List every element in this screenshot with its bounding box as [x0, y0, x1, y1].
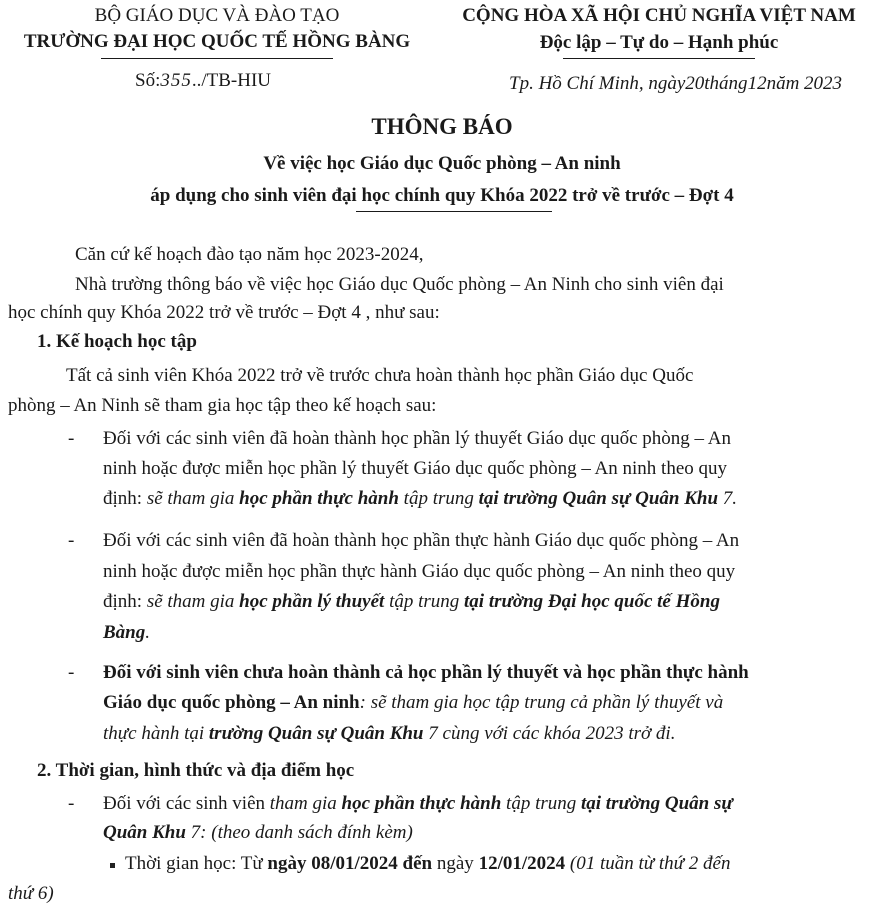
intro-line-1: Căn cứ kế hoạch đào tạo năm học 2023-2024,	[75, 244, 424, 265]
national-motto: Độc lập – Tự do – Hạnh phúc	[539, 32, 779, 53]
s1-item-2-line-1: Đối với các sinh viên đã hoàn thành học phần thực hành Giáo dục quốc phòng – An	[103, 530, 740, 551]
s2-time-line-1: Thời gian học: Từ ngày 08/01/2024 đến ngày 12/01/2024 (01 tuần từ thứ 2 đến	[125, 853, 731, 874]
intro-line-3: học chính quy Khóa 2022 trở về trước – Đợt 4 , như sau:	[8, 302, 440, 323]
s1-item-3-line-2: Giáo dục quốc phòng – An ninh: sẽ tham gia học tập trung cả phần lý thuyết và	[103, 692, 724, 713]
section-2-heading: 2. Thời gian, hình thức và địa điểm học	[37, 760, 355, 781]
list-dash: -	[68, 662, 75, 683]
notice-subtitle-1: Về việc học Giáo dục Quốc phòng – An ninh	[263, 153, 621, 174]
university-name: TRƯỜNG ĐẠI HỌC QUỐC TẾ HỒNG BÀNG	[23, 31, 411, 52]
s2-item-1-line-2: Quân Khu 7: (theo danh sách đính kèm)	[103, 822, 413, 843]
notice-subtitle-2: áp dụng cho sinh viên đại học chính quy Khóa 2022 trở về trước – Đợt 4	[150, 185, 734, 206]
date-month-handwritten: 12	[747, 73, 767, 94]
s1-item-1-line-1: Đối với các sinh viên đã hoàn thành học phần lý thuyết Giáo dục quốc phòng – An	[103, 428, 731, 449]
subtitle-underline	[356, 211, 552, 212]
s1-item-2-line-3: định: sẽ tham gia học phần lý thuyết tập trung tại trường Đại học quốc tế Hồng	[103, 591, 720, 612]
s1-item-3-line-3: thực hành tại trường Quân sự Quân Khu 7 cùng với các khóa 2023 trở đi.	[103, 723, 676, 744]
document-number: Số:355../TB-HIU	[135, 70, 272, 91]
square-bullet-icon	[110, 863, 115, 868]
intro-line-2: Nhà trường thông báo về việc học Giáo dục Quốc phòng – An Ninh cho sinh viên đại	[75, 274, 724, 295]
header-underline-left	[101, 58, 333, 59]
republic-name: CỘNG HÒA XÃ HỘI CHỦ NGHĨA VIỆT NAM	[462, 5, 856, 26]
ministry-name: BỘ GIÁO DỤC VÀ ĐÀO TẠO	[94, 5, 340, 26]
s1-item-3-line-1: Đối với sinh viên chưa hoàn thành cả học phần lý thuyết và học phần thực hành	[103, 662, 749, 683]
s1-item-2-line-2: ninh hoặc được miễn học phần thực hành Giáo dục quốc phòng – An ninh theo quy	[103, 561, 736, 582]
document-number-handwritten: 355	[160, 70, 192, 91]
s1-item-1-line-3: định: sẽ tham gia học phần thực hành tập trung tại trường Quân sự Quân Khu 7.	[103, 488, 738, 509]
s2-time-line-2: thứ 6)	[8, 883, 54, 904]
document-date: Tp. Hồ Chí Minh, ngày20tháng12năm 2023	[509, 73, 843, 94]
section-1-para-line-2: phòng – An Ninh sẽ tham gia học tập theo kế hoạch sau:	[8, 395, 437, 416]
notice-title: THÔNG BÁO	[371, 114, 513, 139]
s2-item-1-line-1: Đối với các sinh viên tham gia học phần thực hành tập trung tại trường Quân sự	[103, 793, 733, 814]
s1-item-2-line-4: Bàng.	[103, 622, 150, 643]
section-1-para-line-1: Tất cả sinh viên Khóa 2022 trở về trước chưa hoàn thành học phần Giáo dục Quốc	[66, 365, 694, 386]
list-dash: -	[68, 793, 75, 814]
list-dash: -	[68, 530, 75, 551]
s1-item-1-line-2: ninh hoặc được miễn học phần lý thuyết Giáo dục quốc phòng – An ninh theo quy	[103, 458, 728, 479]
date-day-handwritten: 20	[685, 73, 705, 94]
header-underline-right	[563, 58, 755, 59]
list-dash: -	[68, 428, 75, 449]
section-1-heading: 1. Kế hoạch học tập	[37, 331, 197, 352]
